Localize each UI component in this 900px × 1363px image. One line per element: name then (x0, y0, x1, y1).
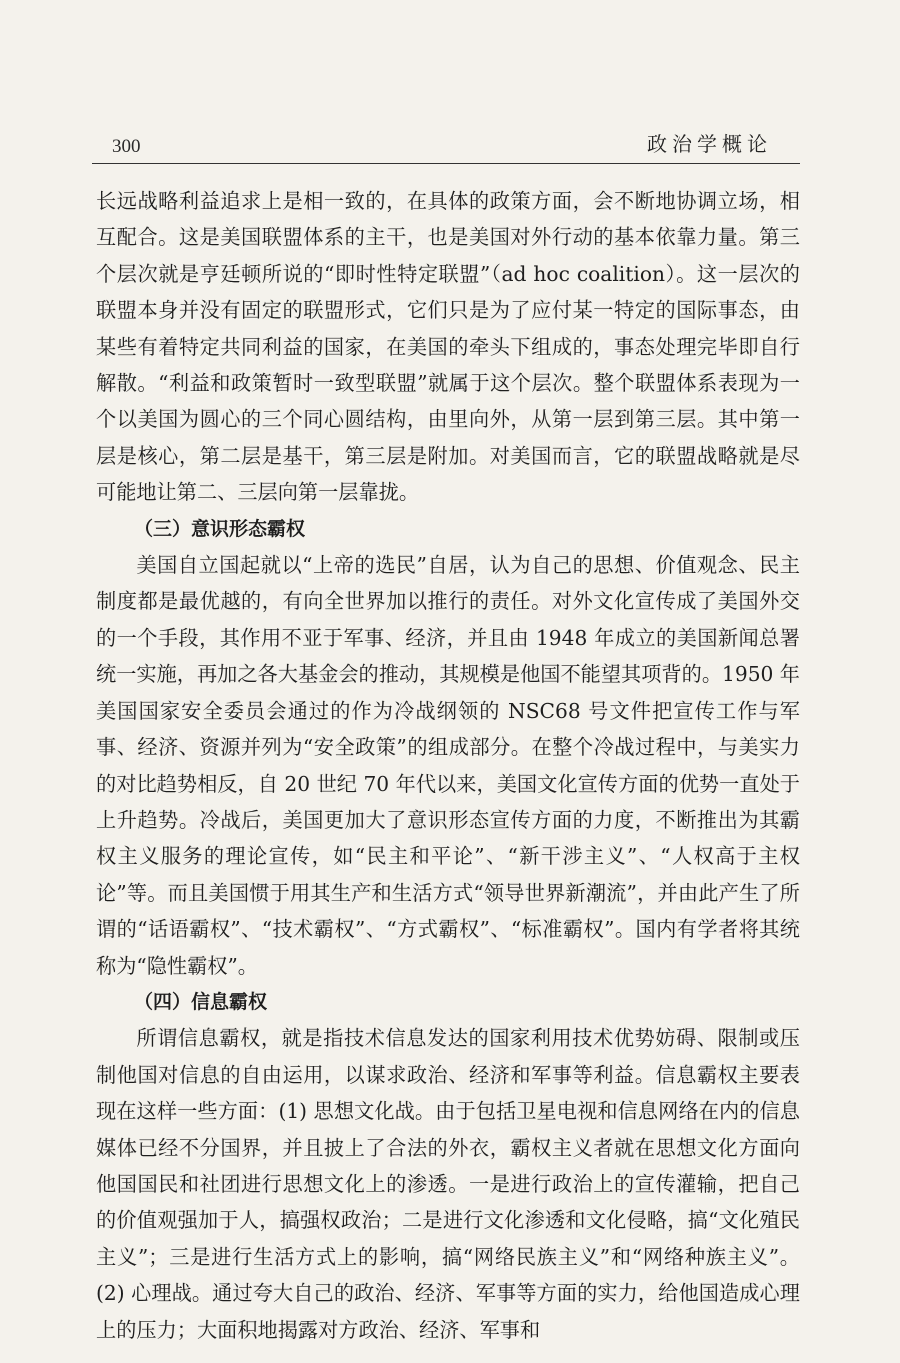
section-heading-information-hegemony: （四）信息霸权 (134, 990, 268, 1013)
paragraph-continued: 长远战略利益追求上是相一致的，在具体的政策方面，会不断地协调立场，相互配合。这是美国联盟体系的主干，也是美国对外行动的基本依靠力量。第三个层次就是亨廷顿所说的“即时性特定联盟”（ad hoc coalition）。这一层次的联盟本身并没有固定的联盟形式，它们只是为了应付某一特定的国际事态，由某些有着特定共同利益的国家，在美国的牵头下组成的，事态处理完毕即自行解散。“利益和政策暂时一致型联盟”就属于这个层次。整个联盟体系表现为一个以美国为圆心的三个同心圆结构，由里向外，从第一层到第三层。其中第一层是核心，第二层是基干，第三层是附加。对美国而言，它的联盟战略就是尽可能地让第二、三层向第一层靠拢。 (96, 189, 800, 505)
running-title: 政治学概论 (647, 132, 772, 156)
section-heading-ideological-hegemony: （三）意识形态霸权 (134, 517, 306, 540)
page-number: 300 (112, 136, 141, 157)
paragraph-ideological-hegemony: 美国自立国起就以“上帝的选民”自居，认为自己的思想、价值观念、民主制度都是最优越的，有向全世界加以推行的责任。对外文化宣传成了美国外交的一个手段，其作用不亚于军事、经济，并且由 1948 年成立的美国新闻总署统一实施，再加之各大基金会的推动，其规模是他国不能望其项背的。1950 年美国国家安全委员会通过的作为冷战纲领的 NSC68 号文件把宣传工作与军事、经济、资源并列为“安全政策”的组成部分。在整个冷战过程中，与美实力的对比趋势相反，自 20 世纪 70 年代以来，美国文化宣传方面的优势一直处于上升趋势。冷战后，美国更加大了意识形态宣传方面的力度，不断推出为其霸权主义服务的理论宣传，如“民主和平论”、“新干涉主义”、“人权高于主权论”等。而且美国惯于用其生产和生活方式“领导世界新潮流”，并由此产生了所谓的“话语霸权”、“技术霸权”、“方式霸权”、“标准霸权”。国内有学者将其统称为“隐性霸权”。 (96, 553, 800, 978)
paragraph-information-hegemony: 所谓信息霸权，就是指技术信息发达的国家利用技术优势妨碍、限制或压制他国对信息的自由运用，以谋求政治、经济和军事等利益。信息霸权主要表现在这样一些方面：(1) 思想文化战。由于包括卫星电视和信息网络在内的信息媒体已经不分国界，并且披上了合法的外衣，霸权主义者就在思想文化方面向他国国民和社团进行思想文化上的渗透。一是进行政治上的宣传灌输，把自己的价值观强加于人，搞强权政治；二是进行文化渗透和文化侵略，搞“文化殖民主义”；三是进行生活方式上的影响，搞“网络民族主义”和“网络种族主义”。(2) 心理战。通过夸大自己的政治、经济、军事等方面的实力，给他国造成心理上的压力；大面积地揭露对方政治、经济、军事和 (96, 1026, 800, 1342)
body-text (96, 183, 800, 1348)
header-rule (92, 163, 800, 164)
page-header (92, 122, 800, 162)
